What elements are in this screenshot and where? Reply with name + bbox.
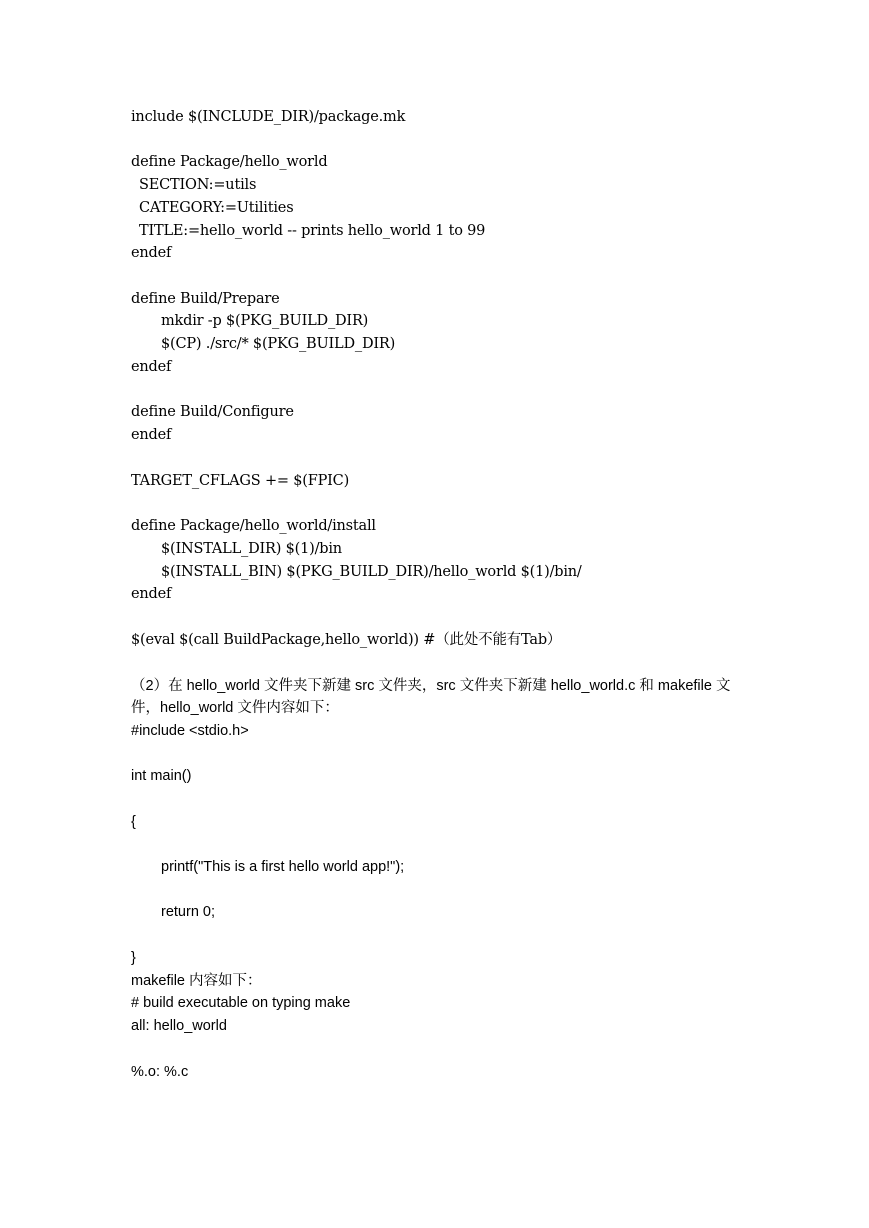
code-line: define Package/hello_world xyxy=(131,154,328,170)
code-line: define Package/hello_world/install xyxy=(131,518,376,534)
code-line: SECTION:=utils xyxy=(139,177,257,193)
code-line: %.o: %.c xyxy=(131,1064,189,1080)
code-line: CATEGORY:=Utilities xyxy=(139,200,294,216)
code-line: # build executable on typing make xyxy=(131,995,351,1011)
code-line: include $(INCLUDE_DIR)/package.mk xyxy=(131,109,406,125)
paragraph-line: 件，hello_world 文件内容如下： xyxy=(131,700,339,716)
code-line: int main() xyxy=(131,768,192,784)
code-line: #include <stdio.h> xyxy=(131,723,249,739)
code-line: endef xyxy=(131,427,172,443)
code-line: $(INSTALL_DIR) $(1)/bin xyxy=(161,541,342,557)
code-line: mkdir -p $(PKG_BUILD_DIR) xyxy=(161,313,369,329)
section-heading: makefile 内容如下： xyxy=(131,973,262,989)
code-line: $(eval $(call BuildPackage,hello_world)) #（此处不能有Tab） xyxy=(131,632,562,648)
code-line: endef xyxy=(131,586,172,602)
code-line: TARGET_CFLAGS += $(FPIC) xyxy=(131,473,350,489)
code-line: endef xyxy=(131,359,172,375)
code-line: printf("This is a first hello world app!"); xyxy=(161,859,405,875)
code-line: $(INSTALL_BIN) $(PKG_BUILD_DIR)/hello_world $(1)/bin/ xyxy=(161,564,582,580)
code-line: return 0; xyxy=(161,904,215,920)
code-line: define Build/Prepare xyxy=(131,291,280,307)
code-line: define Build/Configure xyxy=(131,404,294,420)
code-line: TITLE:=hello_world -- prints hello_world 1 to 99 xyxy=(139,223,486,239)
code-line: $(CP) ./src/* $(PKG_BUILD_DIR) xyxy=(161,336,396,352)
paragraph-line: （2）在 hello_world 文件夹下新建 src 文件夹，src 文件夹下新建 hello_world.c 和 makefile 文 xyxy=(131,678,731,694)
code-line: all: hello_world xyxy=(131,1018,227,1034)
code-line: endef xyxy=(131,245,172,261)
code-line: } xyxy=(131,950,136,966)
code-line: { xyxy=(131,814,136,830)
